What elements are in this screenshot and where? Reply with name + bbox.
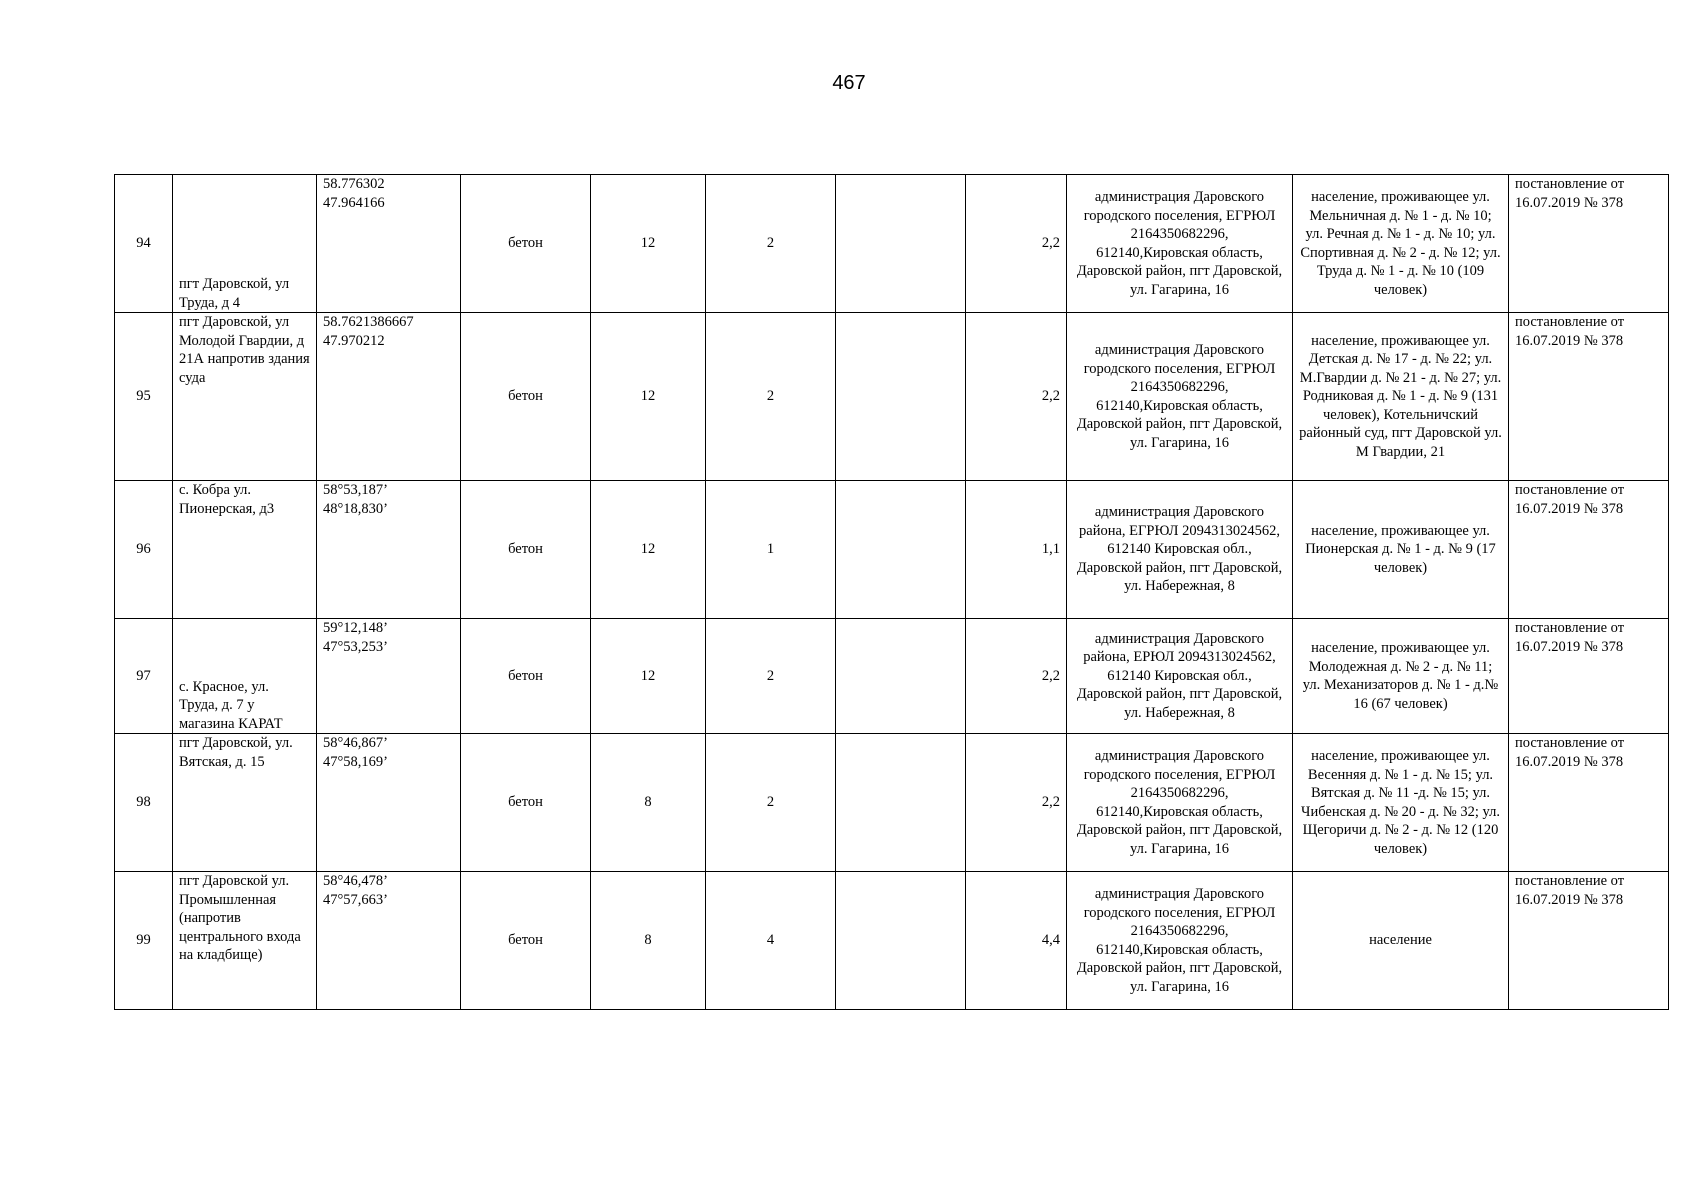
containers-cell: 2: [706, 619, 836, 734]
longitude: 47.970212: [323, 332, 385, 349]
containers-cell: 2: [706, 313, 836, 481]
containers-cell: 2: [706, 175, 836, 313]
address-cell: пгт Даровской, ул Труда, д 4: [173, 175, 317, 313]
served-cell: население, проживающее ул. Весенняя д. № 1 - д. № 15; ул. Вятская д. № 11 -д. № 15; ул. Чибенская д. № 20 - д. № 32; ул. Щегоричи д. № 2 - д. № 12 (120 человек): [1293, 734, 1509, 872]
table-row: [115, 481, 1669, 619]
owner-cell: администрация Даровского городского поселения, ЕГРЮЛ 2164350682296, 612140,Кировская область, Даровской район, пгт Даровской, ул. Гагарина, 16: [1067, 313, 1293, 481]
volume-cell: 2,2: [966, 619, 1067, 734]
empty-cell: [836, 734, 966, 872]
address-cell: с. Красное, ул. Труда, д. 7 у магазина КАРАТ: [173, 619, 317, 734]
served-cell: население, проживающее ул. Пионерская д. № 1 - д. № 9 (17 человек): [1293, 481, 1509, 619]
area-cell: 12: [591, 481, 706, 619]
row-number: 99: [115, 872, 173, 1010]
table-row: [115, 734, 1669, 872]
surface-cell: бетон: [461, 734, 591, 872]
document-cell: постановление от 16.07.2019 № 378: [1509, 175, 1669, 313]
coordinates-cell: [317, 734, 461, 872]
latitude: 59°12,148’: [323, 620, 389, 636]
latitude: 58°53,187’: [323, 482, 389, 498]
row-number: 98: [115, 734, 173, 872]
latitude: 58°46,478’: [323, 873, 389, 889]
volume-cell: 2,2: [966, 313, 1067, 481]
longitude: 48°18,830’: [323, 500, 389, 517]
coordinates-cell: [317, 481, 461, 619]
volume-cell: 2,2: [966, 734, 1067, 872]
area-cell: 12: [591, 619, 706, 734]
registry-table: [114, 174, 1669, 1010]
served-cell: население: [1293, 872, 1509, 1010]
coordinates-cell: [317, 313, 461, 481]
served-cell: население, проживающее ул. Мельничная д. № 1 - д. № 10; ул. Речная д. № 1 - д. № 10; ул. Спортивная д. № 2 - д. № 12; ул. Труда д. № 1 - д. № 10 (109 человек): [1293, 175, 1509, 313]
longitude: 47°58,169’: [323, 753, 389, 770]
owner-cell: администрация Даровского городского поселения, ЕГРЮЛ 2164350682296, 612140,Кировская область, Даровской район, пгт Даровской, ул. Гагарина, 16: [1067, 734, 1293, 872]
longitude: 47°53,253’: [323, 638, 389, 655]
empty-cell: [836, 872, 966, 1010]
surface-cell: бетон: [461, 313, 591, 481]
longitude: 47.964166: [323, 194, 385, 211]
address-cell: пгт Даровской, ул Молодой Гвардии, д 21А напротив здания суда: [173, 313, 317, 481]
served-cell: население, проживающее ул. Молодежная д. № 2 - д. № 11; ул. Механизаторов д. № 1 - д.№ 16 (67 человек): [1293, 619, 1509, 734]
table-row: [115, 313, 1669, 481]
coordinates-cell: [317, 872, 461, 1010]
latitude: 58.776302: [323, 176, 385, 192]
address-cell: с. Кобра ул. Пионерская, д3: [173, 481, 317, 619]
volume-cell: 1,1: [966, 481, 1067, 619]
row-number: 95: [115, 313, 173, 481]
row-number: 96: [115, 481, 173, 619]
served-cell: население, проживающее ул. Детская д. № 17 - д. № 22; ул. М.Гвардии д. № 21 - д. № 27; ул. Родниковая д. № 1 - д. № 9 (131 человек), Котельничский районный суд, пгт Даровской ул. М Гвардии, 21: [1293, 313, 1509, 481]
table-row: [115, 872, 1669, 1010]
page-number: 467: [832, 72, 866, 94]
area-cell: 8: [591, 734, 706, 872]
owner-cell: администрация Даровского района, ЕГРЮЛ 2094313024562, 612140 Кировская обл., Даровской район, пгт Даровской, ул. Набережная, 8: [1067, 481, 1293, 619]
latitude: 58°46,867’: [323, 735, 389, 751]
empty-cell: [836, 313, 966, 481]
document-cell: постановление от 16.07.2019 № 378: [1509, 734, 1669, 872]
volume-cell: 4,4: [966, 872, 1067, 1010]
address-cell: пгт Даровской ул. Промышленная (напротив центрального входа на кладбище): [173, 872, 317, 1010]
empty-cell: [836, 619, 966, 734]
area-cell: 8: [591, 872, 706, 1010]
latitude: 58.7621386667: [323, 314, 414, 330]
document-cell: постановление от 16.07.2019 № 378: [1509, 872, 1669, 1010]
surface-cell: бетон: [461, 872, 591, 1010]
document-cell: постановление от 16.07.2019 № 378: [1509, 481, 1669, 619]
owner-cell: администрация Даровского городского поселения, ЕГРЮЛ 2164350682296, 612140,Кировская область, Даровской район, пгт Даровской, ул. Гагарина, 16: [1067, 872, 1293, 1010]
surface-cell: бетон: [461, 619, 591, 734]
surface-cell: бетон: [461, 175, 591, 313]
containers-cell: 4: [706, 872, 836, 1010]
coordinates-cell: [317, 619, 461, 734]
area-cell: 12: [591, 175, 706, 313]
document-cell: постановление от 16.07.2019 № 378: [1509, 313, 1669, 481]
table-row: [115, 619, 1669, 734]
table-row: [115, 175, 1669, 313]
empty-cell: [836, 175, 966, 313]
volume-cell: 2,2: [966, 175, 1067, 313]
empty-cell: [836, 481, 966, 619]
row-number: 97: [115, 619, 173, 734]
surface-cell: бетон: [461, 481, 591, 619]
area-cell: 12: [591, 313, 706, 481]
document-cell: постановление от 16.07.2019 № 378: [1509, 619, 1669, 734]
row-number: 94: [115, 175, 173, 313]
owner-cell: администрация Даровского городского поселения, ЕГРЮЛ 2164350682296, 612140,Кировская область, Даровской район, пгт Даровской, ул. Гагарина, 16: [1067, 175, 1293, 313]
address-cell: пгт Даровской, ул. Вятская, д. 15: [173, 734, 317, 872]
containers-cell: 1: [706, 481, 836, 619]
containers-cell: 2: [706, 734, 836, 872]
owner-cell: администрация Даровского района, ЕРЮЛ 2094313024562, 612140 Кировская обл., Даровской район, пгт Даровской, ул. Набережная, 8: [1067, 619, 1293, 734]
coordinates-cell: [317, 175, 461, 313]
longitude: 47°57,663’: [323, 891, 389, 908]
